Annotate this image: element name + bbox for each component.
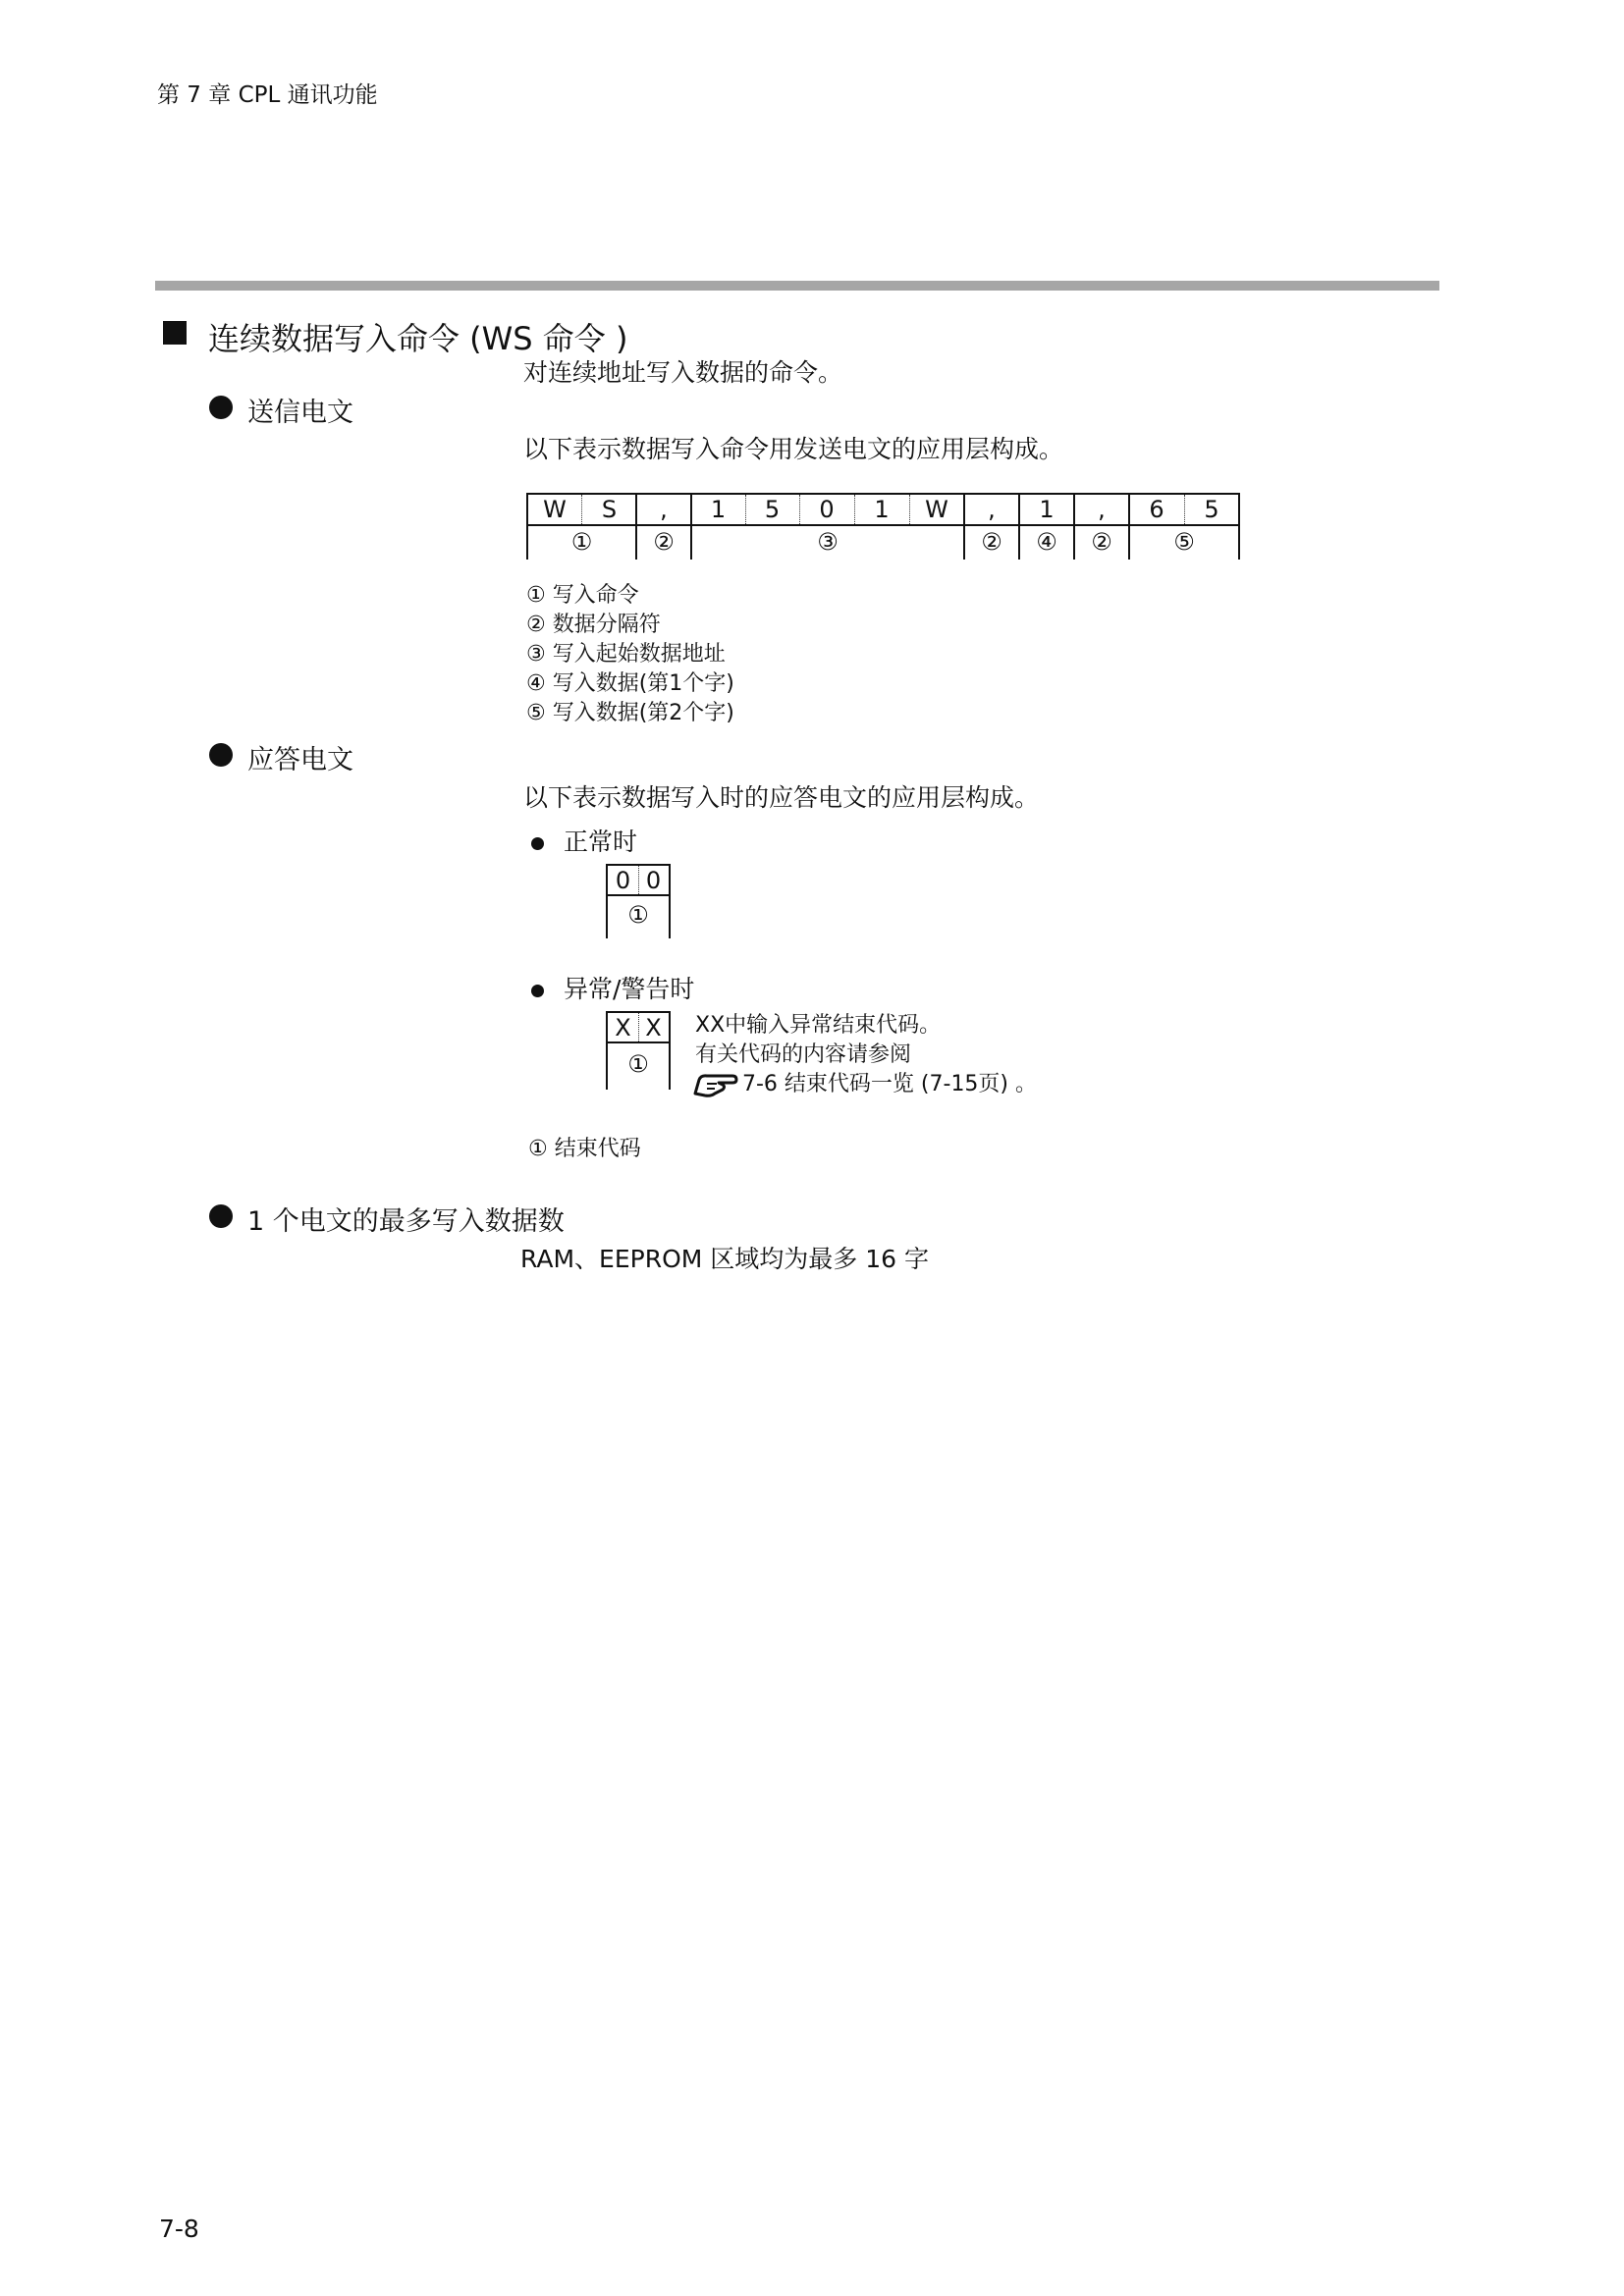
legend-item: ⑤ 写入数据(第2个字) xyxy=(526,701,734,725)
response-bullet xyxy=(209,743,233,767)
frame-marker: ④ xyxy=(1036,528,1057,556)
normal-char: 0 xyxy=(645,867,662,894)
error-char: X xyxy=(645,1014,662,1041)
error-note-line: 有关代码的内容请参阅 xyxy=(695,1042,912,1067)
send-bullet xyxy=(209,396,233,419)
frame-marker: ③ xyxy=(817,528,839,556)
error-note-reference-text: 7-6 结束代码一览 (7-15页) 。 xyxy=(742,1072,1038,1096)
legend-item: ④ 写入数据(第1个字) xyxy=(526,671,734,696)
frame-char: , xyxy=(1098,496,1106,523)
frame-marker: ② xyxy=(653,528,675,556)
section-title: 连续数据写入命令 (WS 命令 ) xyxy=(208,320,628,357)
page-number: 7-8 xyxy=(159,2215,199,2243)
normal-char: 0 xyxy=(615,867,631,894)
max-words-heading: 1 个电文的最多写入数据数 xyxy=(247,1206,565,1237)
frame-marker: ② xyxy=(981,528,1002,556)
frame-char: 5 xyxy=(764,496,781,523)
send-frame-divider xyxy=(526,524,1240,526)
frame-char: , xyxy=(660,496,668,523)
normal-bullet xyxy=(531,837,544,850)
normal-marker: ① xyxy=(627,901,649,929)
response-description: 以下表示数据写入时的应答电文的应用层构成。 xyxy=(523,783,1040,812)
error-note xyxy=(695,1011,1037,1099)
frame-marker: ① xyxy=(570,528,593,556)
frame-char: 5 xyxy=(1204,496,1219,523)
legend-item: ① 写入命令 xyxy=(526,583,639,608)
error-note-line: XX中输入异常结束代码。 xyxy=(695,1013,942,1038)
frame-char: W xyxy=(925,496,948,523)
max-words-bullet xyxy=(209,1204,233,1228)
frame-char: 1 xyxy=(710,496,727,523)
legend-item: ③ 写入起始数据地址 xyxy=(526,642,726,667)
response-heading: 应答电文 xyxy=(247,745,353,775)
frame-char: 6 xyxy=(1149,496,1164,523)
send-description: 以下表示数据写入命令用发送电文的应用层构成。 xyxy=(523,435,1064,463)
frame-char: , xyxy=(988,496,996,523)
frame-char: 1 xyxy=(1039,496,1055,523)
legend-item: ② 数据分隔符 xyxy=(526,613,661,637)
error-note-reference[interactable] xyxy=(695,1070,1037,1099)
normal-label: 正常时 xyxy=(564,828,638,856)
frame-marker: ② xyxy=(1091,528,1112,556)
frame-char: 0 xyxy=(819,496,835,523)
max-words-description: RAM、EEPROM 区域均为最多 16 字 xyxy=(520,1245,929,1273)
error-marker: ① xyxy=(627,1050,649,1078)
frame-marker: ⑤ xyxy=(1173,528,1195,556)
send-legend xyxy=(526,581,734,728)
section-divider xyxy=(155,281,1439,291)
pointing-hand-icon xyxy=(693,1072,740,1097)
chapter-header: 第 7 章 CPL 通讯功能 xyxy=(157,82,378,108)
section-description: 对连续地址写入数据的命令。 xyxy=(523,358,843,387)
error-bullet xyxy=(531,985,544,997)
frame-char: S xyxy=(601,496,618,523)
send-heading: 送信电文 xyxy=(247,398,353,428)
response-legend: ① 结束代码 xyxy=(528,1137,641,1161)
frame-char: W xyxy=(543,496,567,523)
section-bullet-square xyxy=(163,321,187,345)
frame-char: 1 xyxy=(874,496,890,523)
error-char: X xyxy=(615,1014,631,1041)
error-label: 异常/警告时 xyxy=(564,975,695,1003)
